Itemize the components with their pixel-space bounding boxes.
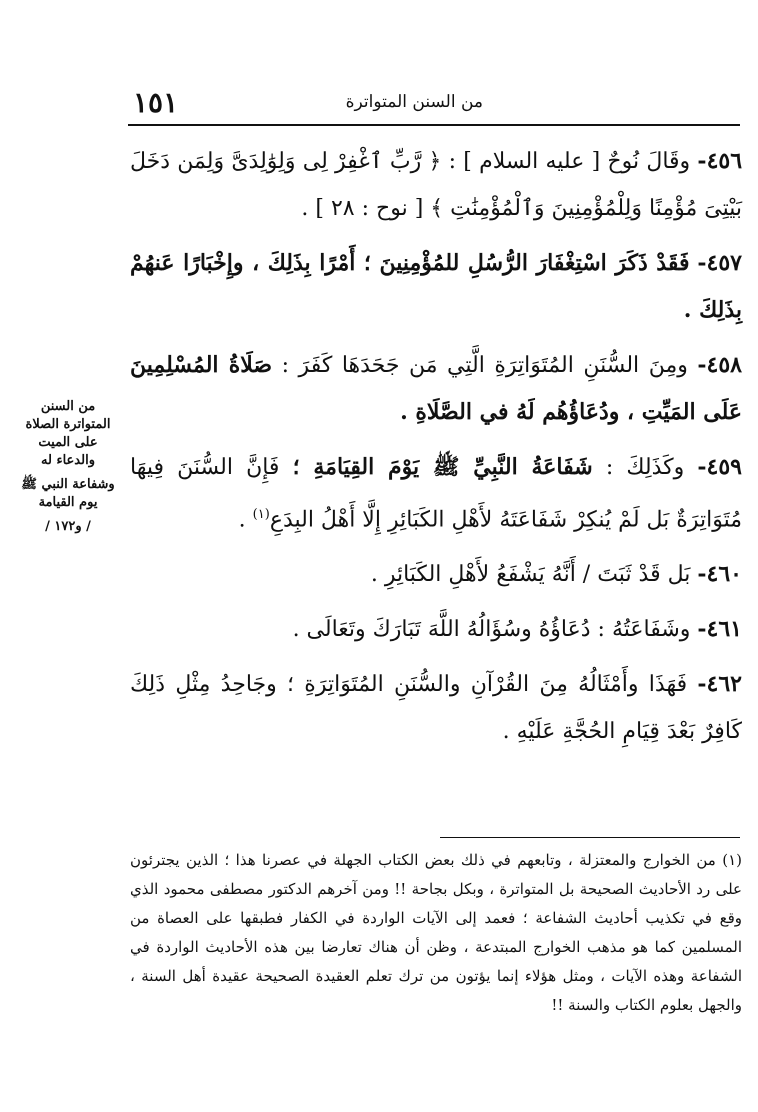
paragraph-number: ٤٥٩-: [697, 454, 742, 480]
footnote: (١) من الخوارج والمعتزلة ، وتابعهم في ذلك بعض الكتاب الجهلة في عصرنا هذا ؛ الذين يجترئون على رد الأحاديث الصحيحة بل المتواترة ، وبكل بجاحة !! ومن آخرهم الدكتور مصطفى محمود الذي وقع في تكذيب أحاديث الشفاعة ؛ فعمد إلى الآيات الواردة في الكفار فطبقها على العصاة من المسلمين كما هو مذهب الخوارج المبتدعة ، وظن أن هناك تعارضا بين هذه الأحاديث الواردة في الشفاعة وهذه الآيات ، ومثل هؤلاء إنما يؤتون من ترك تعلم العقيدة الصحيحة عقيدة أهل السنة ، والجهل بعلوم الكتاب والسنة !!: [130, 851, 742, 1014]
paragraph-number: ٤٦٠-: [697, 561, 742, 588]
paragraph-458: [130, 342, 742, 436]
paragraph-text: فَإِنَّ السُّنَنَ فِيهَا مُتَوَاتِرَةٌ بَل لَمْ يُنكِرْ شَفَاعَتَهُ لأَهْلِ الكَبَائِرِ إِلَّا أَهْلُ البِدَعِ: [130, 455, 742, 533]
paragraph-text-bold: شَفَاعَةُ النَّبِيِّ ﷺ يَوْمَ القِيَامَةِ ؛: [292, 454, 593, 480]
paragraph-text: فَقَدْ ذَكَرَ اسْتِغْفَارَ الرُّسُلِ للمُؤْمِنِينَ ؛ أَمْرًا بِذَلِكَ ، وإِخْبَارًا عَنهُمْ بِذَلِكَ .: [130, 250, 742, 323]
paragraph-text: ومِنَ السُّنَنِ المُتَوَاتِرَةِ الَّتِي مَن جَحَدَهَا كَفَرَ :: [281, 353, 688, 378]
margin-note-folio: / و١٧٢ /: [45, 519, 91, 534]
paragraph-text: وقَالَ نُوحٌ [ عليه السلام ] : ﴿ رَّبِّ ٱغْفِرْ لِى وَلِوَٰلِدَىَّ وَلِمَن دَخَلَ بَيْتِىَ مُؤْمِنًا وَلِلْمُؤْمِنِينَ وَٱلْمُؤْمِنَٰتِ ﴾ [ نوح : ٢٨ ] .: [130, 149, 742, 221]
running-title: من السنن المتواترة: [345, 92, 483, 112]
paragraph-text: وكَذَلِكَ :: [605, 455, 685, 480]
footnote-ref[interactable]: (١): [252, 507, 270, 522]
margin-note-intercession: وشفاعة النبي ﷺ يوم القيامة: [21, 477, 115, 510]
paragraph-number: ٤٥٨-: [697, 352, 742, 378]
footnote-rule: [440, 837, 740, 838]
paragraph-text: فَهَذَا وأَمْثَالُهُ مِنَ القُرْآنِ والسُّنَنِ المُتَوَاتِرَةِ ؛ وجَاحِدُ مِثْلِ ذَلِكَ كَافِرٌ بَعْدَ قِيَامِ الحُجَّةِ عَلَيْهِ .: [130, 672, 742, 745]
paragraph-text-bold: صَلَاةُ المُسْلِمِينَ عَلَى المَيِّتِ ، ودُعَاؤُهُم لَهُ في الصَّلَاةِ .: [130, 352, 742, 425]
paragraph-461: [130, 606, 742, 653]
paragraph-456: [130, 138, 742, 232]
paragraph-number: ٤٥٦-: [697, 148, 743, 174]
paragraph-number: ٤٥٧-: [697, 250, 742, 276]
margin-notes: [18, 398, 118, 542]
paragraph-number: ٤٦١-: [697, 616, 742, 643]
paragraph-462: [130, 661, 742, 755]
paragraph-460: [130, 551, 742, 598]
paragraph-459: [130, 444, 742, 543]
paragraph-text: وشَفَاعَتُهُ : دُعَاؤُهُ وسُؤَالُهُ اللَّهَ تَبَارَكَ وتَعَالَى .: [292, 617, 691, 643]
paragraph-end: .: [238, 507, 253, 533]
paragraph-457: [130, 240, 742, 334]
page-number: ١٥١: [133, 86, 179, 119]
header-rule: [128, 124, 740, 126]
paragraph-text: بَل قَدْ ثَبَتَ / أَنَّهُ يَشْفَعُ لأَهْلِ الكَبَائِرِ .: [370, 562, 691, 588]
margin-note-prayer: من السنن المتواترة الصلاة على الميت والدعاء له: [25, 399, 111, 468]
main-text: [130, 138, 742, 755]
paragraph-number: ٤٦٢-: [697, 671, 742, 698]
